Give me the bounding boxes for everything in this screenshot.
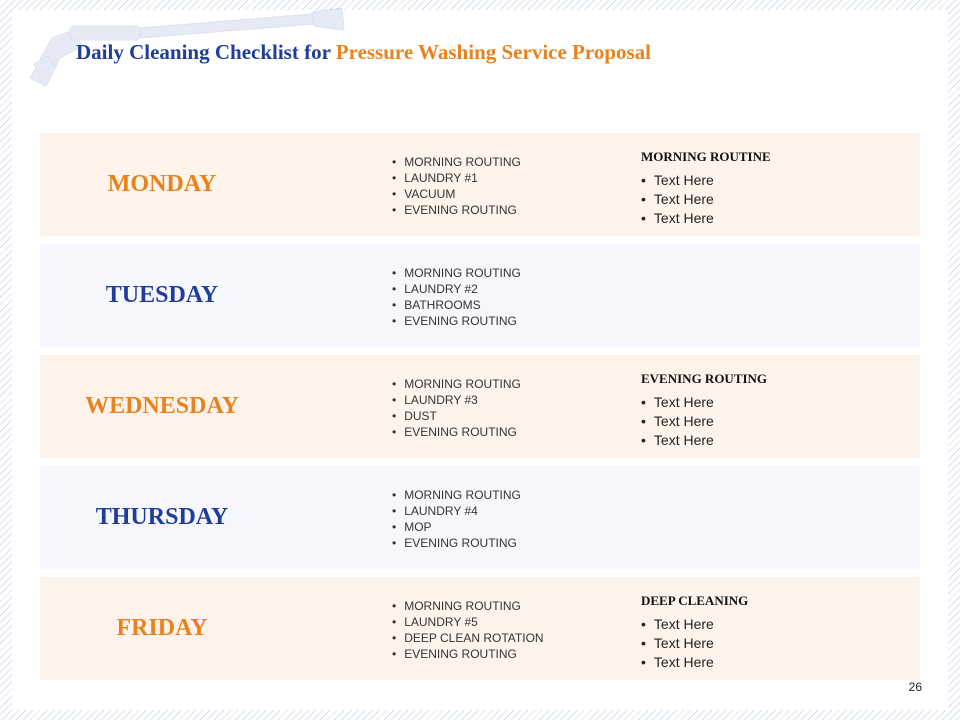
task-item: • LAUNDRY #3 [392,392,521,408]
note-block [641,371,767,450]
day-row-monday [40,133,920,236]
note-item: • Text Here [641,412,767,431]
task-item: • DEEP CLEAN ROTATION [392,630,544,646]
task-item: • DUST [392,408,521,424]
task-list [392,487,521,551]
task-list [392,598,544,662]
task-item: • EVENING ROUTING [392,646,544,662]
page-number: 26 [908,680,922,694]
task-item: • MORNING ROUTING [392,487,521,503]
task-item: • MOP [392,519,521,535]
note-item: • Text Here [641,171,771,190]
task-item: • MORNING ROUTING [392,376,521,392]
task-item: • LAUNDRY #4 [392,503,521,519]
day-row-thursday [40,466,920,569]
note-list [641,615,748,672]
task-item: • EVENING ROUTING [392,313,521,329]
day-row-friday [40,577,920,680]
day-label: MONDAY [107,171,217,197]
title-part-main: Daily Cleaning Checklist for [76,40,336,64]
day-label: THURSDAY [95,504,229,530]
task-item: • MORNING ROUTING [392,154,521,170]
note-list [641,393,767,450]
task-item: • BATHROOMS [392,297,521,313]
note-list [641,171,771,228]
page-title [76,40,651,65]
day-row-wednesday [40,355,920,458]
note-item: • Text Here [641,615,748,634]
day-label: FRIDAY [116,615,208,641]
note-title: MORNING ROUTINE [641,149,771,164]
slide [12,10,948,710]
task-item: • EVENING ROUTING [392,202,521,218]
day-label: WEDNESDAY [85,393,239,419]
task-item: • LAUNDRY #5 [392,614,544,630]
note-item: • Text Here [641,634,748,653]
task-item: • LAUNDRY #1 [392,170,521,186]
checklist-rows [40,133,920,688]
note-block [641,593,748,672]
day-row-tuesday [40,244,920,347]
task-list [392,154,521,218]
task-item: • MORNING ROUTING [392,265,521,281]
task-item: • LAUNDRY #2 [392,281,521,297]
note-item: • Text Here [641,190,771,209]
day-label: TUESDAY [105,282,219,308]
note-item: • Text Here [641,653,748,672]
note-item: • Text Here [641,393,767,412]
task-item: • EVENING ROUTING [392,535,521,551]
task-list [392,265,521,329]
title-part-highlight: Pressure Washing Service Proposal [335,40,652,64]
note-title: EVENING ROUTING [641,371,768,386]
task-item: • MORNING ROUTING [392,598,544,614]
note-title: DEEP CLEANING [641,593,749,608]
task-list [392,376,521,440]
task-item: • EVENING ROUTING [392,424,521,440]
note-block [641,149,771,228]
task-item: • VACUUM [392,186,521,202]
note-item: • Text Here [641,209,771,228]
note-item: • Text Here [641,431,767,450]
